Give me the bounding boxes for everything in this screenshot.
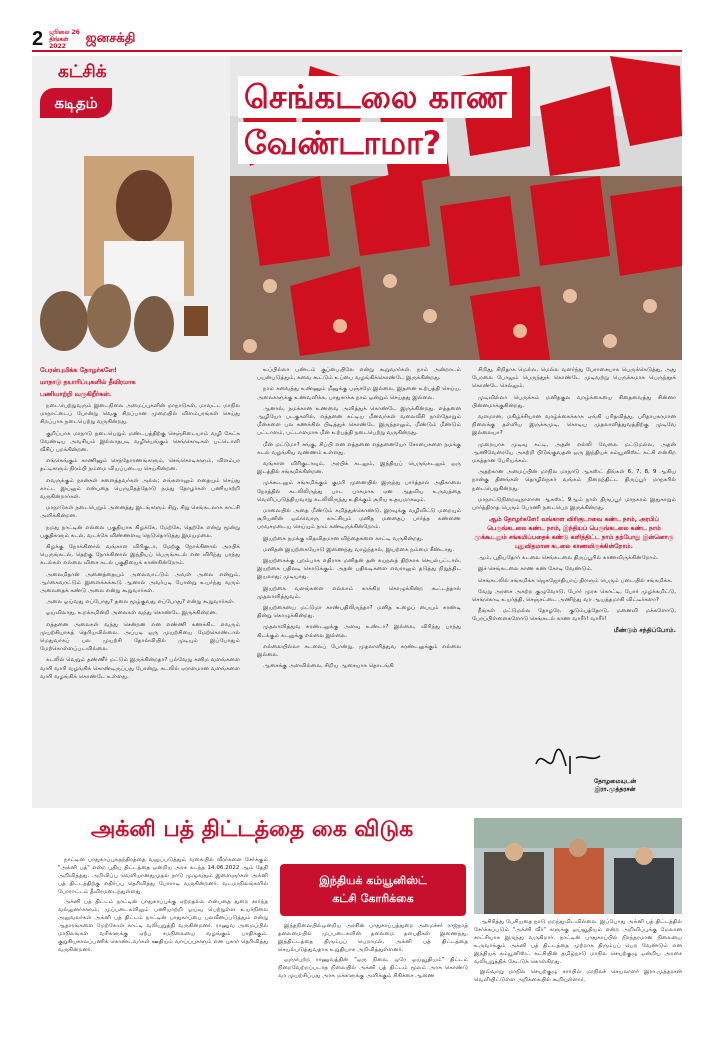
signoff: மீண்டும் சந்திப்போம்.: [613, 626, 676, 634]
masthead: [32, 28, 682, 52]
letter-column-1: [40, 366, 240, 684]
paragraph: செங்கடலில் சங்கமிக்க ஜெகஜோதியாய் திரளும் பெரும் படையில் சங்கமிக்க.: [478, 577, 673, 584]
paragraph: நீங்கள் மட்டுமல்ல தோழரே, குடும்பத்தோடு, மனைவி மக்களோடு, பேரப்பிள்ளைகளோடு செங்கடல் காண வாரீர்! வாரீர்!: [472, 608, 676, 623]
paragraph: மனிதன் இயற்கையோடு இணைந்து வாழ்ந்தால், இயற்கை நம்மை சீண்டாது.: [263, 546, 455, 553]
paragraph: நாம் சுவைத்து உண்ணும் மீனுக்கு பஞ்சமே இல்லை, இதனை உற்பத்தி செய்ய, அலைகளுக்கு உணவளிக்க, பாதுகாக்க நாம் ஒன்றும் செய்தது இல்லை.: [257, 386, 461, 401]
paragraph: இயற்கைக்கு புறம்பாக எதிராக மனிதன் தன் சுயநலத் திற்காக செயல்பட்டால், இயற்கை பதிலடி கொடுக்கும். அதன் பதிலடிகளை எவராலும் தடுத்து நிறுத்திட இயலாது; முடியாது.: [257, 558, 461, 581]
column-logo-top: கட்சிக்: [58, 62, 107, 82]
banner-line: இந்தியக் கம்யூனிஸ்ட்: [319, 874, 427, 887]
paragraph: முறையாக முடிவு கட்டி, அதன் எல்லி வேலை மட்டுமல்ல, அதன் ஆணிவேரையே அகற்றி பிடுங்குவதன் ஒரு இந்தியக் கம்யூனிஸ்ட் கட்சி என்கிற மகத்தான பேரியக்கம்.: [472, 441, 676, 465]
paragraph: எல்லையில்லா கடலைப் போன்று, முதலாளித்துவ சுரண்டலுக்கும் எல்லை இல்லை.: [257, 643, 461, 659]
paragraph: உப்பில்லா பண்டம் குப்பையிலே என்று கூறுவார்கள். நாம் அன்றாடம் பயன்படுத்தும், சுவை கூட்டும் உப்பை வழங்கிக்கொண்டே இருக்கின்றது.: [257, 367, 461, 382]
paragraph: இந்தநிலையில்ஒன்றிய அரசின் பாதுகாப்புத்துறை அமைச்சர் ராஜ்நாத் தலைமையில் முப்படைகளின் தலைமை தளபதிகள் இணைந்து, இத்திட்டத்தை திரும்பப் பெறாமல், அக்னி பத் திட்டத்தை செயல்படுத்துவதாக உறுதியாக அறிவித்துள்ளனர்.: [278, 923, 468, 953]
salutation: மாநாடு தயாரிப்புகளில் தீவிரமாக: [40, 379, 136, 386]
paragraph: கடலில் வெறும் தண்ணீர் மட்டும் இருக்கின்றதா? பல்வேறு கனிம வளங்களை வாரி வாரி வழங்கிக் கொண்டிருப்பது போன்று, கடலில் ஏராளமான வளங்களை வாரி வழங்கிக் கொண்டே உள்ளது.: [40, 657, 240, 680]
paragraph: மாநாட்டுநிறைவுநாளான ஆகஸ்ட் 9ஆம் நாள் திருப்பூர் மாநகரம் இதுகாறும் பார்த்திராத பெரும் பேரணி நடைபெற இருக்கின்றது.: [472, 496, 676, 512]
signature-icon: [532, 744, 604, 782]
article-column-1: [58, 856, 268, 956]
paragraph: முதலாளித்துவ சுரண்டலுக்கு அளவு உண்டா? இல்லை, விரிந்து பரந்து கிடக்கும் கடலுக்கு எல்லை இல்லை.: [257, 624, 461, 639]
page-number: 2: [32, 27, 44, 50]
letter-column-2: [257, 366, 461, 674]
paragraph: மாநாடுகள் நடைபெறும் அனைத்து இடங்களும் சிறு, சிறு செங்கடலாக காட்சி அளிக்கின்றன.: [40, 505, 240, 520]
paragraph: ஆசைக்கு அளவில்லை, சிறிய ஆசையாக தொடங்கி: [263, 663, 394, 670]
paragraph: வங்காள விரிகுடாவும், அரபிக் கடலும், இந்தியப் பெருங்கடலும் ஒரு இடத்தில் சங்கமிக்கின்றன.: [257, 461, 461, 476]
paragraph: வளமான, மகிழ்ச்சியான வாழ்க்கைக்காக ஏங்கி பரிதவித்து, பரிதாபகரமான நிலைக்கு தள்ளிய இருக்கமுடி, கொடிய முதலாளித்துவத்திற்கு முடிவே இல்லையா?: [472, 414, 676, 437]
paragraph: முக்கூடலும் சங்கமிக்கும் குமரி முனையில் இருந்து பார்த்தால் அதிகாலை நேரத்தில் கடலிலிருந்து பாட பாகமாக ஏன ஆதவிய உருவத்தை வெளிப்படுத்தியவாறு கடலிலிருந்து உதிக்கும் சூரிய உதயமாகவும்.: [257, 480, 461, 503]
paragraph: இயற்கை வளங்களை எல்லாம் காக்கிற கொழுக்கின்ற கூட்டத்தால் முதலாளித்துவம்.: [257, 585, 461, 600]
signatory: [560, 778, 670, 794]
paragraph: கிழக்கு நோக்கினால் வங்காள விரிகுடா, மேற்கு நோக்கினால் அரபிக் பெருங்கடல், தெற்கு நோக்கினால் இந்தியப் பெருங்கடல் என விரிந்து பரந்து கடல்கள் எல்லை விசை கடல் பகுதியைக் காண்கின்றோம்.: [40, 544, 240, 567]
paragraph: இயற்கையை மட்டுமா காண்பதிலிருந்தா? மனித உழைப் பையும் சுரண்டி தின்று கொழுக்கின்றது.: [257, 605, 461, 620]
column-logo: [36, 62, 116, 144]
paragraph: ஆனால், நமக்கான உணவை அளித்துக் கொண்டே இருக்கின்றது. எத்தனை ஆழியோ படகுகளில், எத்தனை கட்டிய மீனவர்கள் வலைவீசி நாள்தோறும் மீன்களை பல கணக்கில் பிடித்துக் கொண்டே இருந்தாலும், மீண்டும் மீண்டும் பட்டாளம், பட்டாளமாக மீன் உற்பத்தி நடைபெற்று வருகின்றது.: [257, 405, 461, 437]
paragraph: மாலையில் அதை மீண்டும் சுமித்துக்கொண்டு, இரவுக்கு வழிவிட்டு மறையும் சூரியனின் ஒவ்வொரு காட்சியும் மனித மனதைப் பார்த்த கண்ணை பரவசமடைய செய்யும் நாம் கண்டிருக்கின்றோம்.: [257, 508, 461, 531]
protest-photo: [474, 818, 682, 914]
paragraph: இயற்கை நமக்கு விதவிதமான விந்தைகளை காட்டி வருகின்றது.: [263, 535, 424, 542]
paragraph: நாட்டின் பாதுகாப்புசுதந்திரத்தை வலுப்படுத்தும் வகையில் வீரர்களை சேர்க்கும் "அக்னி பத்" என்ற புதிய திட்டத்தை ஒன்றிய அரசு கடந்த 14.06.2022 ஆம் தேதி அறிவித்தது. அறிவிப்பு வெளியானதுமுதல் நாடு முழுவதும் இளைஞர்கள் அக்னி பத் திட்டத்திற்கு எதிர்ப்பு தெரிவித்து போராடி வருகின்றனர். வடமாநிலங்களில் போராட்டம் தீவிரமடைந்துள்ளது.: [58, 857, 268, 895]
date-line: 2022: [49, 42, 66, 50]
date-line: திங்கள்: [49, 35, 69, 43]
paragraph: எத்தனை அலைகள் வந்து சென்றன என எண்ணி கணக்கிட எவரும் முயற்சியாகத் தெரியவில்லை. அப்படி ஒரு முயற்சியை மேற்கொண்டால் மெதுவாகப் பல முயற்சி தோல்வியில் முடியும் இப்போதும் மேற்கொள்ளப்படவில்லை.: [40, 621, 240, 653]
paragraph: இச் செங்கடலை காண கண் கோடி வேண்டும்.: [478, 566, 593, 573]
column-logo-bottom: கடிதம்: [40, 88, 112, 118]
paragraph: சிறிது, சிறிதாக மெல்ல, மெல்ல வளர்ந்து பேராசையாக பெருக்கெடுத்து, அது பேரலை போலும் பெருந்தூக் கொண்டே முடிவற்று பெருக்கமாக பெருந்தூக் கொண்டே செல்லும்.: [472, 367, 676, 390]
salutation: பணியாற்றி வருகிறீர்கள்.: [40, 391, 112, 398]
paragraph: அலைமிதான் அனைத்தையும் அலைவாட்டும் அவள் அலை என்றும், ஆர்கைவரட்டும் இளைக்கக்கூடு ஆனால் அவர்படி போன்று உயர்ந்து வரும் அலைதைக் கண்டு அலை என்று கூறுவார்கள்.: [40, 571, 240, 595]
paragraph: இவ்வாறு மாநில செயற்குழு சார்பில் மாநிலச் செயலாளர் இரா.முத்தரசன் வெளியிட்டுள்ள அறிக்கையில் கூறியுள்ளார்.: [474, 969, 682, 983]
paragraph: ஆசிரித்து பேசியதை நாடு மறந்துவிடவில்லை. இப்போது அக்னி பத் திட்டத்தில் சேர்க்கப்படும் "அக்னி வீர்" களுக்கு ஓய்வூதியம் என்ற அறிவிப்புக்கு மேலான சாட்சியாக இருந்து வருகிறார். நாட்டின் பாதுகாப்பில் நிரந்தரமான நிலையை உருவாக்கும் அக்னி பத் திட்டத்தை முற்றாக திரும்பப் பெற வேண்டும் என இந்தியக் கம்யூனிஸ்ட் கட்சியின் தமிழ்நாடு மாநில செயற்குழு ஒன்றிய அரசை வலியுறுத்திக் கேட்டுக் கொள்கிறது.: [474, 919, 682, 965]
article-column-3: [474, 918, 682, 986]
paragraph: முடிவில்லா பெருக்கம் மனிதகுல வாழ்க்கையை சிதைவைத்து சின்னா பின்னமாக்குகின்றது.: [472, 394, 676, 409]
paragraph: நடைபெற்றுவரும் இடைநிலை அமைப்புகளின் மாநாடுகள், மாவட்ட மாநில மாநாட்டைப் போன்று வெகு சிறப்பான முறையில் விளம்பரங்கள் செய்து சிறப்பாக நடைபெற்று வருகின்றது.: [40, 403, 240, 426]
paper-name: ஜனசக்தி: [85, 31, 136, 46]
headline: [238, 76, 507, 168]
paragraph: அலை ஓய்வது எப்போது? தலை மூழ்குவது எப்போது? என்று கூறுவார்கள்.: [46, 599, 235, 606]
paragraph: ஒருபெற்ற ராணுவத்தின் "ஒரு நிலை, ஒரே ஓய்வூதியம்" திட்டம் நிறைவேற்றப்படாத நிலையில் அக்னி பத் திட்டம் மூலம் அரசு கொண்டு வர முயற்சிப்பது அரசு மக்களுக்கு அளிக்கும் சிகிச்சை ஆணை: [278, 957, 468, 979]
callout-quote: ஆம் தோழர்களே! வங்காள விரிகுடாவை கண்ட நாம், அரபிப் பெருங்கடலை கண்ட நாம், இந்தியப் பெருங்கடலை கண்ட நாம் முக்கூடலும் சங்கமிப்பதைக் கண்டு களித்திட்ட நாம் தற்போது இன்னொரு புதுவிதமான கடலை காணவிருக்கின்றோம்.: [474, 516, 674, 551]
salutation: பேரன்புமிக்க தோழர்களே!: [40, 367, 117, 374]
paragraph: ஓய்விலாது, உறக்கமின்றி அலைகள் வந்து கொண்டே இருக்கின்றன.: [46, 610, 217, 617]
paragraph: அக்னி பத் திட்டம் நாட்டின் பாதுகாப்புக்கு ஏற்றதல்ல என்பதை துறை சார்ந்த வல்லுனர்களும், முப்படைகளிலும் பணியாற்றி ஓய்வு பெற்றுள்ள உயர்நிலை அலுவலர்கள் அக்னி பத் திட்டம் நாட்டின் பாதுகாப்பை பலவீனப்படுத்தும் என்று ஆதாரங்களை மேற்கோள் காட்டி வலியுறுத்தி வருகின்றனர். ராணுவ அமைப்பில் மாநிலங்கள் வரிகளுக்கு ஏற்ப சமநிலையை வழங்கும் பாதிக்கும். குறுகியகாலப்பணிக் கொண்டவர்கள் ஊதியம் வாய்ப்புகளும் என புகார் தெரிவித்து வருகின்றனர்.: [58, 899, 268, 953]
paragraph: அதற்கான அமைப்பின் மாநில மாநாடு ஆகஸ்ட் திங்கள் 6, 7, 8, 9 ஆகிய நான்கு தினங்கள் தொழில்நகர் வங்கம் நிறைந்திட்ட திருப்பூர் மாநகரில் நடைபெறுகின்றது.: [472, 469, 676, 492]
paragraph: மீன் மட்டுமா? சங்கு, சிப்பி என எத்தனை எத்தனையோ சோபைகளை நமக்கு கடல் வழங்கிய வண்ணம் உள்ளது.: [257, 441, 461, 456]
letter-column-3: [472, 366, 676, 638]
paragraph: எவருக்கும் நான்கள் சளைத்தவர்கள் அல்ல; எங்களாலும் எதையும் செய்து காட்ட இயலும் என்பதை பெருமிதத்தோடு நமது தோழர்கள் பணியாற்றி வருகின்றார்கள்.: [40, 477, 240, 501]
date-line: ஜூலை 26: [49, 28, 80, 36]
sign-line: இரா.முத்தரசன்: [594, 786, 636, 793]
party-demand-banner: [280, 864, 466, 916]
paragraph: வேறு அரசை அகற்ற குழுவோடு, போர் முரசு கொட்டி, போர் முழக்கமிட்டு, செங்கொடி உயர்த்தி, செஞ்சட்டை அணிந்து வர ஆயத்தமாகி விட்டீர்களா?: [472, 588, 676, 604]
paragraph: குறிப்பாக மாநாடு நடைபெறும் மண்டபத்திற்கு செஞ்சிடையாம் வழி கேட்க வேண்டிய அவசியம் இல்லாதபடி வழியெங்கும் செங்கொடிகள் பட்டொளி வீசிப் பறக்கின்றன.: [40, 430, 240, 454]
paragraph: ஆம், புதியதோர் கடலை செங்கடலை திருப்பூரில் காணவிருக்கின்றோம்.: [478, 555, 659, 562]
paragraph: நமது நாட்டின் எல்லை பகுதியாக கிழக்கே, மேற்கே, தெற்கே என்று மூன்று பகுதிகளும் கடல், வடக்கே விண்ணளவு நெடுதொடுத்து இமயமலை.: [40, 524, 240, 539]
article-title: அக்னி பத் திட்டத்தை கை விடுக: [32, 817, 472, 845]
article-column-2: [278, 922, 468, 982]
author-photo: [34, 146, 230, 356]
date-block: [49, 29, 80, 50]
sign-line: தோழமையுடன்: [593, 778, 637, 785]
headline-line: வேண்டாமா?: [238, 122, 447, 164]
paragraph: எங்கெங்கும் காணினும் செந்தோரணங்களும், செங்கொடிகளும், விளம்பர தட்டிகளும் நிரம்பி நம்மை வியப்படைய செய்கின்றன.: [40, 458, 240, 473]
headline-line: செங்கடலை காண: [238, 76, 512, 118]
banner-line: கட்சி கோரிக்கை: [332, 892, 414, 905]
